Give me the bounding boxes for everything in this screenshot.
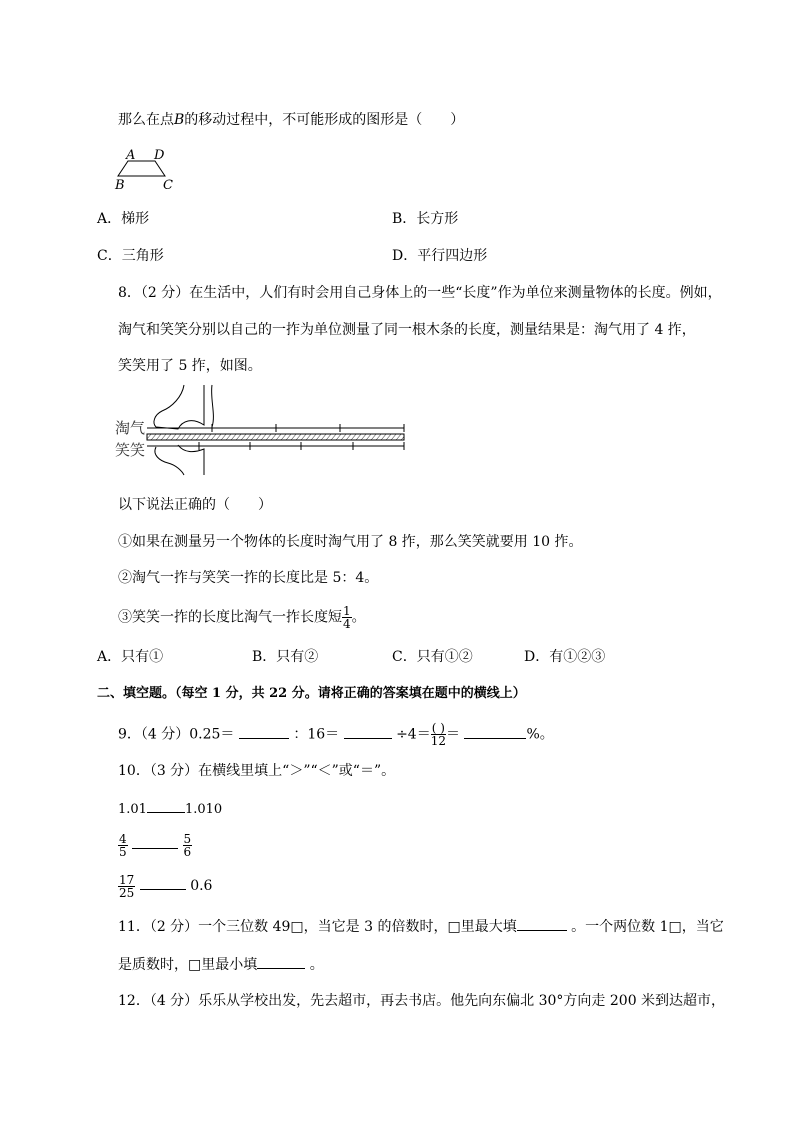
compare-blank-3[interactable] — [140, 877, 186, 890]
q7-option-a: A．梯形 — [97, 211, 150, 227]
q7-option-c: C．三角形 — [97, 248, 164, 264]
q8-statement-1: ①如果在测量另一个物体的长度时淘气用了 8 拃，那么笑笑就要用 10 拃。 — [118, 534, 583, 550]
point-b-label: B — [174, 112, 185, 128]
q10-row-3: $\frac{17}{25}$ 0.6 — [119, 872, 213, 900]
q8-line1: 8．（2 分）在生活中，人们有时会用自己身体上的一些“长度”作为单位来测量物体的长度。例如， — [118, 285, 722, 301]
q12-line1: 12．（4 分）乐乐从学校出发，先去超市，再去书店。他先向东偏北 30°方向走 200 米到达超市， — [118, 993, 726, 1009]
q8-option-a: A．只有① — [97, 649, 164, 665]
blank-2[interactable] — [344, 726, 392, 739]
q8-line2: 淘气和笑笑分别以自己的一拃为单位测量了同一根木条的长度，测量结果是：淘气用了 4 拃， — [118, 322, 696, 338]
q8-line3: 笑笑用了 5 拃，如图。 — [118, 358, 262, 374]
blank-3[interactable] — [464, 726, 526, 739]
q8-option-c: C．只有①② — [392, 649, 473, 665]
q8-statement-3: ③笑笑一拃的长度比淘气一拃长度短 $\frac{1}{4}$ 。 — [118, 604, 366, 631]
q11-blank-1[interactable] — [517, 918, 567, 931]
fig-label-b: B — [115, 178, 125, 193]
q7-option-b: B．长方形 — [392, 211, 459, 227]
fig-label-a: A — [126, 148, 136, 163]
q11-line1: 11．（2 分）一个三位数 49□，当它是 3 的倍数时，□里最大填 。一个两位数 1□，当它 — [118, 919, 724, 935]
q10-stem: 10．（3 分）在横线里填上“＞”“＜”或“＝”。 — [118, 763, 396, 779]
blank-1[interactable] — [239, 726, 289, 739]
fraction-4-5: $\frac{4}{5}$ — [119, 831, 127, 859]
q9: 9．（4 分）0.25＝ ：16＝ ÷4＝ $\frac{( )}{12}$ ＝ %。 — [118, 721, 554, 748]
trapezoid-figure — [112, 145, 182, 193]
q8-statement-2: ②淘气一拃与笑笑一拃的长度比是 5：4。 — [118, 570, 379, 586]
q8-option-d: D．有①②③ — [524, 649, 606, 665]
fraction-17-25: $\frac{17}{25}$ — [119, 872, 135, 900]
fraction-blank-over-12: $\frac{( )}{12}$ — [430, 721, 446, 748]
section-title: 二、填空题。（每空 1 分，共 22 分。请将正确的答案填在题中的横线上） — [97, 686, 526, 701]
compare-blank-2[interactable] — [132, 836, 178, 849]
q7-stem: 那么在点B的移动过程中，不可能形成的图形是（ ） — [118, 112, 465, 128]
hand-span-figure — [112, 385, 412, 475]
fig-label-c: C — [163, 178, 173, 193]
label-taoqi: 淘气 — [115, 419, 146, 437]
fraction-one-quarter: $\frac{1}{4}$ — [343, 604, 351, 631]
q10-row-1: 1.01 1.010 — [118, 802, 223, 817]
q8-option-b: B．只有② — [252, 649, 319, 665]
q7-option-d: D．平行四边形 — [392, 248, 488, 264]
q8-prompt: 以下说法正确的（ ） — [118, 497, 272, 513]
wooden-strip — [147, 434, 404, 440]
compare-blank-1[interactable] — [147, 800, 185, 813]
label-xiaoxiao: 笑笑 — [115, 441, 146, 459]
q11-blank-2[interactable] — [257, 956, 305, 969]
fraction-5-6: $\frac{5}{6}$ — [183, 831, 192, 859]
fig-label-d: D — [154, 148, 165, 163]
q10-row-2 — [118, 830, 192, 860]
q11-line2: 是质数时，□里最小填 。 — [118, 957, 324, 973]
